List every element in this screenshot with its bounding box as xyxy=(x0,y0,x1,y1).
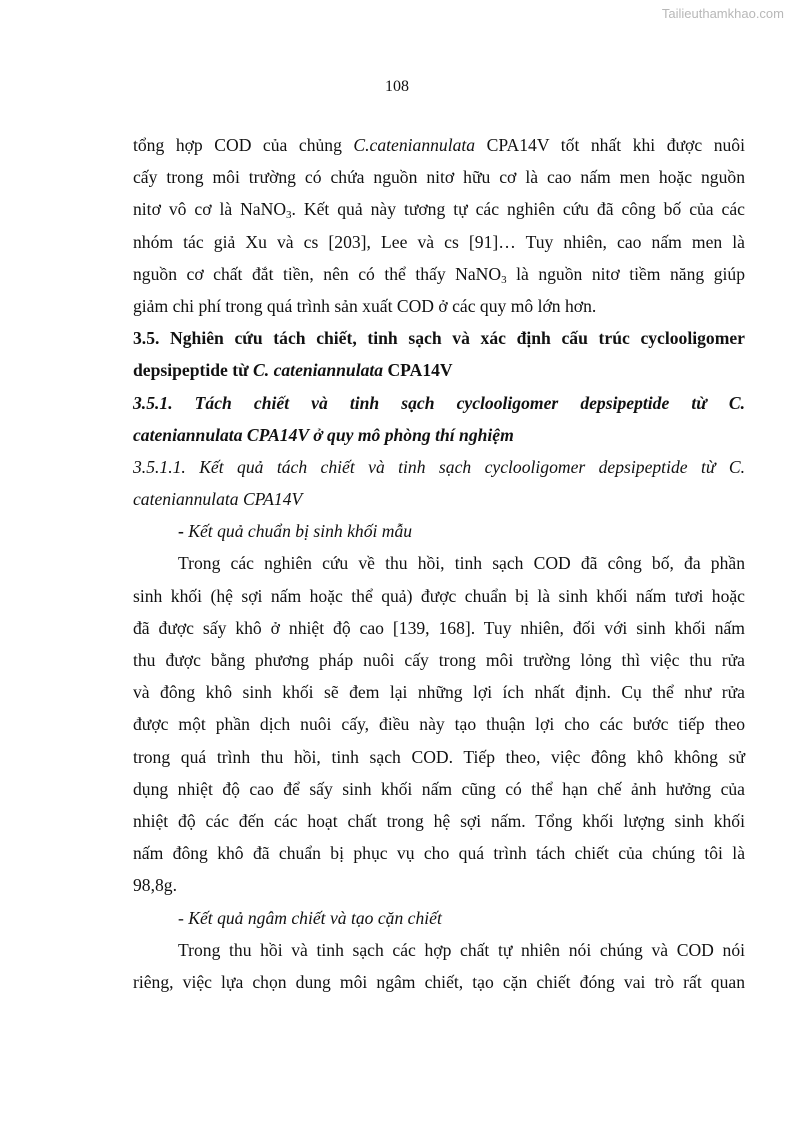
text-run: . Kết quả này tương tự các nghiên cứu đã công bố của các xyxy=(291,199,745,220)
text-line xyxy=(133,163,745,195)
text-run: được một phần dịch nuôi cấy, điều này tạo thuận lợi cho các bước tiếp theo xyxy=(133,714,745,735)
text-line xyxy=(133,582,745,614)
text-run: Trong thu hồi và tinh sạch các hợp chất tự nhiên nói chúng và COD nói xyxy=(178,939,745,960)
text-line xyxy=(133,131,745,163)
text-line xyxy=(133,775,745,807)
text-run: đã được sấy khô ở nhiệt độ cao [139, 168]. Tuy nhiên, đối với sinh khối nấm xyxy=(133,617,745,638)
text-line xyxy=(133,549,745,581)
text-run: C.cateniannulata xyxy=(353,135,476,155)
watermark: Tailieuthamkhao.com xyxy=(661,6,784,21)
text-line xyxy=(133,839,745,871)
text-line xyxy=(133,517,745,549)
text-run: 98,8g. xyxy=(133,875,177,896)
text-line xyxy=(133,710,745,742)
text-run: nitơ vô cơ là NaNO xyxy=(133,199,287,220)
text-run: cateniannulata CPA14V ở quy mô phòng thí nghiệm xyxy=(133,424,514,445)
text-run: thu được bằng phương pháp nuôi cấy trong môi trường lỏng thì việc thu rửa xyxy=(133,650,745,670)
subscript: 3 xyxy=(286,209,292,222)
text-run: và đông khô sinh khối sẽ đem lại những lợi ích nhất định. Cụ thể như rửa xyxy=(133,682,745,703)
text-run: giảm chi phí trong quá trình sản xuất COD ở các quy mô lớn hơn. xyxy=(133,295,597,316)
text-line xyxy=(133,324,745,356)
text-run: Trong các nghiên cứu về thu hồi, tinh sạch COD đã công bố, đa phần xyxy=(178,553,745,574)
text-line xyxy=(133,743,745,775)
text-line xyxy=(133,228,745,260)
text-run: CPA14V xyxy=(383,360,453,381)
text-line xyxy=(133,453,745,485)
page-number: 108 xyxy=(385,78,409,95)
text-run: Kết quả chuẩn bị sinh khối mẫu xyxy=(188,521,413,542)
text-run: 3.5. Nghiên cứu tách chiết, tinh sạch và xác định cấu trúc cyclooligomer xyxy=(133,328,745,349)
text-run: CPA14V tốt nhất khi được nuôi xyxy=(475,135,745,155)
text-run: C. cateniannulata xyxy=(253,360,384,381)
text-run: depsipeptide từ xyxy=(133,360,254,381)
text-run: trong quá trình thu hồi, tinh sạch COD. Tiếp theo, việc đông khô không sử xyxy=(133,746,745,767)
text-run: riêng, việc lựa chọn dung môi ngâm chiết, tạo cặn chiết đóng vai trò rất quan xyxy=(133,971,745,992)
text-run: nhóm tác giả Xu và cs [203], Lee và cs [91]… Tuy nhiên, cao nấm men là xyxy=(133,231,745,252)
text-run: dụng nhiệt độ cao để sấy sinh khối nấm cũng có thể hạn chế ảnh hưởng của xyxy=(133,778,745,799)
text-line xyxy=(133,871,745,903)
text-line xyxy=(133,678,745,710)
text-run: sinh khối (hệ sợi nấm hoặc thể quả) được chuẩn bị là sinh khối nấm tươi hoặc xyxy=(133,585,745,606)
text-line xyxy=(133,904,745,936)
text-line xyxy=(133,485,745,517)
text-line xyxy=(133,807,745,839)
text-run: cấy trong môi trường có chứa nguồn nitơ hữu cơ là cao nấm men hoặc nguồn xyxy=(133,167,745,188)
text-line xyxy=(133,389,745,421)
text-line xyxy=(133,936,745,968)
text-run: nấm đông khô đã chuẩn bị phục vụ cho quá trình tách chiết của chúng tôi là xyxy=(133,843,745,864)
text-run: là nguồn nitơ tiềm năng giúp xyxy=(506,263,746,284)
text-run: nguồn cơ chất đắt tiền, nên có thể thấy NaNO xyxy=(133,263,502,284)
text-line xyxy=(133,614,745,646)
text-run: cateniannulata CPA14V xyxy=(133,489,303,510)
text-run: 3.5.1.1. Kết quả tách chiết và tinh sạch cyclooligomer depsipeptide từ C. xyxy=(133,456,745,477)
text-run: - Kết quả ngâm chiết và tạo cặn chiết xyxy=(178,907,442,928)
document-body xyxy=(133,131,745,1000)
text-line xyxy=(133,421,745,453)
text-line xyxy=(133,356,745,388)
text-run: nhiệt độ các đến các hoạt chất trong hệ sợi nấm. Tổng khối lượng sinh khối xyxy=(133,810,745,831)
subscript: 3 xyxy=(501,273,507,286)
text-line xyxy=(133,968,745,1000)
text-line xyxy=(133,195,745,227)
text-run: - xyxy=(178,521,189,542)
text-line xyxy=(133,292,745,324)
text-line xyxy=(133,260,745,292)
text-line xyxy=(133,646,745,678)
text-run: tổng hợp COD của chủng xyxy=(133,135,354,155)
text-run: 3.5.1. Tách chiết và tinh sạch cyclooligomer depsipeptide từ C. xyxy=(133,392,745,413)
